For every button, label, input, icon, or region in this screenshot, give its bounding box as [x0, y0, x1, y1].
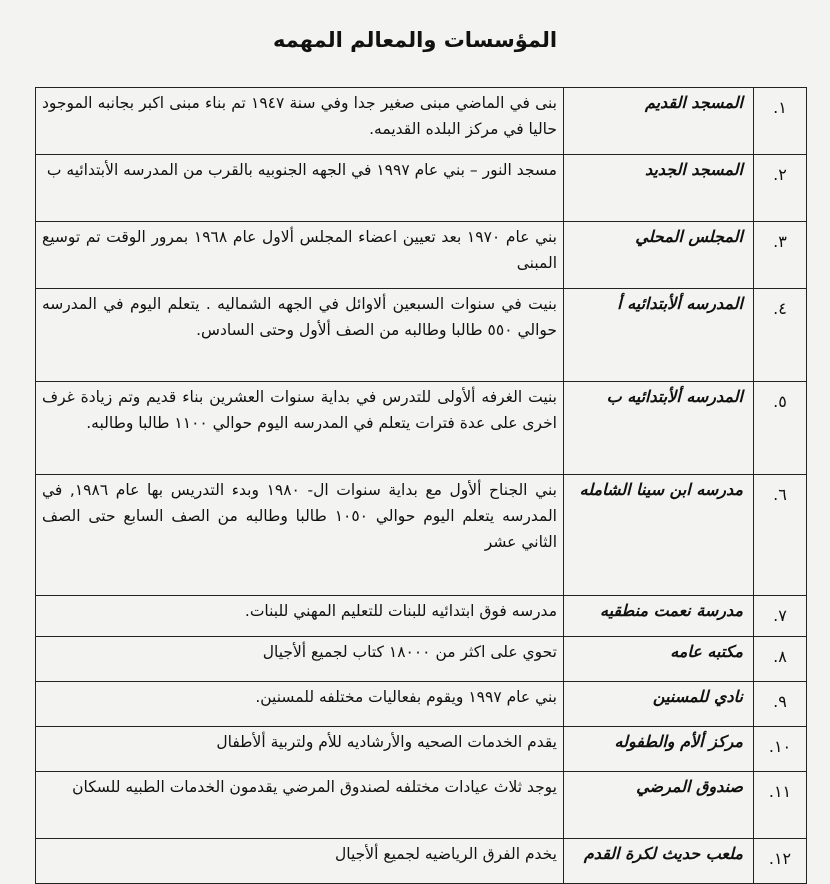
institution-name: نادي للمسنين — [564, 682, 754, 727]
page-title: المؤسسات والمعالم المهمه — [272, 28, 558, 52]
institution-description: مسجد النور – بني عام ١٩٩٧ في الجهه الجنوبيه بالقرب من المدرسه الأبتدائيه ب — [36, 155, 564, 222]
institution-name: مركز ألأم والطفوله — [564, 727, 754, 772]
row-number: ١١. — [754, 772, 807, 839]
row-number: ١٢. — [754, 839, 807, 884]
table-row — [36, 382, 807, 475]
row-number: ١٠. — [754, 727, 807, 772]
institution-name: مكتبه عامه — [564, 637, 754, 682]
row-number: ٣. — [754, 222, 807, 289]
institutions-table — [35, 87, 807, 884]
institution-name: ملعب حديث لكرة القدم — [564, 839, 754, 884]
institution-description: يوجد ثلاث عيادات مختلفه لصندوق المرضي يقدمون الخدمات الطبيه للسكان — [36, 772, 564, 839]
institution-name: مدرسة نعمت منطقيه — [564, 596, 754, 637]
table-row — [36, 839, 807, 884]
institution-description: بنى في الماضي مبنى صغير جدا وفي سنة ١٩٤٧ تم بناء مبنى اكبر بجانبه الموجود حاليا في مركز البلده القديمه. — [36, 88, 564, 155]
row-number: ٧. — [754, 596, 807, 637]
institution-description: تحوي على اكثر من ١٨٠٠٠ كتاب لجميع ألأجيال — [36, 637, 564, 682]
institution-description: بني الجناح ألأول مع بداية سنوات ال- ١٩٨٠ وبدء التدريس بها عام ١٩٨٦, في المدرسه يتعلم اليوم حوالي ١٠٥٠ طالبا وطالبه من الصف السابع حتى الصف الثاني عشر — [36, 475, 564, 596]
institution-name: المسجد القديم — [564, 88, 754, 155]
row-number: ٦. — [754, 475, 807, 596]
row-number: ٨. — [754, 637, 807, 682]
institution-description: بنيت في سنوات السبعين ألاوائل في الجهه الشماليه . يتعلم اليوم في المدرسه حوالي ٥٥٠ طالبا وطالبه من الصف ألأول وحتى السادس. — [36, 289, 564, 382]
table-row — [36, 88, 807, 155]
table-row — [36, 727, 807, 772]
institution-description: بني عام ١٩٩٧ ويقوم بفعاليات مختلفه للمسنين. — [36, 682, 564, 727]
table-row — [36, 682, 807, 727]
institution-description: مدرسه فوق ابتدائيه للبنات للتعليم المهني للبنات. — [36, 596, 564, 637]
row-number: ٤. — [754, 289, 807, 382]
institution-description: يخدم الفرق الرياضيه لجميع ألأجيال — [36, 839, 564, 884]
institution-name: مدرسه ابن سينا الشامله — [564, 475, 754, 596]
table-row — [36, 222, 807, 289]
table-row — [36, 475, 807, 596]
institution-name: المدرسه ألأبتدائيه أ — [564, 289, 754, 382]
row-number: ٢. — [754, 155, 807, 222]
institution-name: المجلس المحلي — [564, 222, 754, 289]
institution-description: بنيت الغرفه ألأولى للتدرس في بداية سنوات العشرين بناء قديم وتم زيادة غرف اخرى على عدة فترات يتعلم في المدرسه اليوم حوالي ١١٠٠ طالبا وطالبه. — [36, 382, 564, 475]
institution-name: صندوق المرضي — [564, 772, 754, 839]
row-number: ٥. — [754, 382, 807, 475]
institution-description: بني عام ١٩٧٠ بعد تعيين اعضاء المجلس ألاول عام ١٩٦٨ بمرور الوقت تم توسيع المبنى — [36, 222, 564, 289]
row-number: ١. — [754, 88, 807, 155]
table-row — [36, 637, 807, 682]
institution-name: المسجد الجديد — [564, 155, 754, 222]
institution-name: المدرسه ألأبتدائيه ب — [564, 382, 754, 475]
institution-description: يقدم الخدمات الصحيه والأرشاديه للأم ولتربية ألأطفال — [36, 727, 564, 772]
table-row — [36, 289, 807, 382]
table-row — [36, 772, 807, 839]
table-row — [36, 155, 807, 222]
table-row — [36, 596, 807, 637]
row-number: ٩. — [754, 682, 807, 727]
